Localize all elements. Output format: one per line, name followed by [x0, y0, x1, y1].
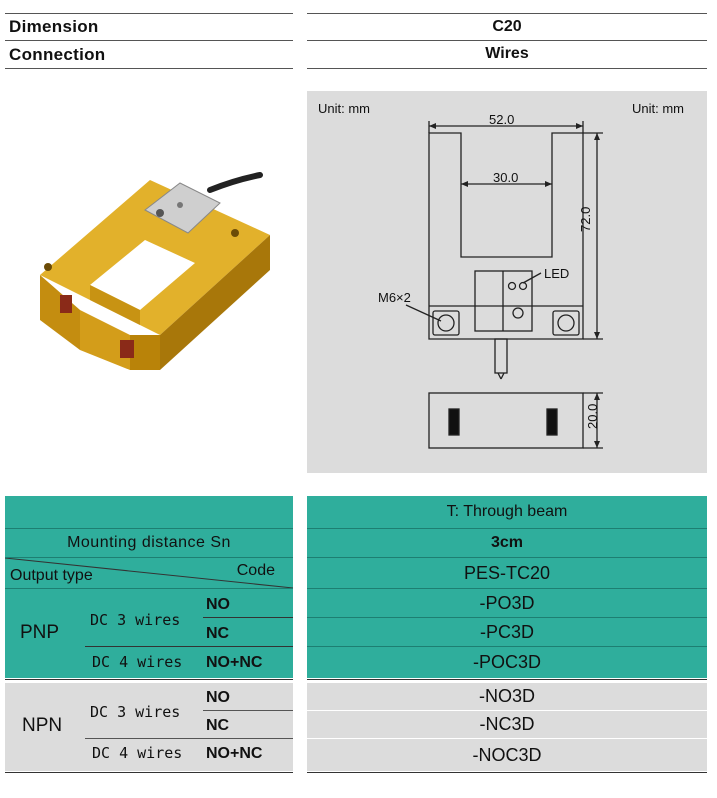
pnp-nonc-label: NO+NC [206, 654, 263, 671]
npn-nc-code: -NC3D [307, 711, 707, 738]
dimension-label: Dimension [9, 17, 99, 36]
divider [5, 528, 293, 529]
divider [5, 13, 293, 14]
dim-depth-label: 20.0 [585, 403, 600, 429]
npn-nonc-code: -NOC3D [307, 739, 707, 771]
dim-height-label: 72.0 [578, 206, 593, 232]
unit-label-left: Unit: mm [318, 101, 370, 116]
sensing-type: T: Through beam [307, 496, 707, 528]
divider [5, 557, 293, 558]
divider [5, 68, 293, 69]
model-base: PES-TC20 [307, 558, 707, 588]
mounting-distance-value: 3cm [307, 529, 707, 557]
divider [85, 646, 293, 647]
npn-nc-label: NC [206, 717, 230, 734]
divider [203, 617, 293, 618]
connection-value: Wires [485, 45, 529, 62]
pnp-nonc-code: -POC3D [307, 647, 707, 678]
product-photo [20, 135, 270, 395]
output-code-header [5, 558, 293, 588]
unit-label-right: Unit: mm [632, 101, 684, 116]
divider [307, 68, 707, 69]
emitter-window [60, 295, 72, 313]
divider [307, 528, 707, 529]
divider [307, 646, 707, 647]
npn-dc4-label: DC 4 wires [92, 744, 183, 762]
mounting-distance-label: Mounting distance Sn [5, 529, 293, 557]
output-type-label: Output type [10, 567, 93, 584]
divider [203, 710, 293, 711]
npn-label: NPN [22, 715, 63, 736]
dim-slot-label: 30.0 [493, 170, 519, 185]
divider [5, 772, 293, 773]
connection-label: Connection [9, 45, 106, 64]
pnp-no-code: -PO3D [307, 589, 707, 617]
npn-nonc-label: NO+NC [206, 745, 263, 762]
divider [307, 772, 707, 773]
npn-dc3-label: DC 3 wires [90, 703, 181, 721]
dim-width-label: 52.0 [489, 112, 515, 127]
divider [5, 588, 293, 589]
pnp-dc4-label: DC 4 wires [92, 653, 183, 671]
divider [5, 40, 293, 41]
dimension-value: C20 [492, 18, 522, 35]
table-header-blank [5, 496, 293, 528]
divider [85, 738, 293, 739]
pnp-nc-code: -PC3D [307, 618, 707, 646]
pnp-label: PNP [20, 622, 60, 643]
divider [307, 557, 707, 558]
led-label: LED [544, 266, 570, 281]
divider [307, 588, 707, 589]
divider [307, 738, 707, 739]
drawing-lines [307, 91, 707, 473]
divider [5, 679, 293, 680]
npn-no-label: NO [206, 689, 230, 706]
divider [307, 40, 707, 41]
pnp-no-label: NO [206, 596, 230, 613]
divider [307, 617, 707, 618]
divider [307, 679, 707, 680]
divider [307, 710, 707, 711]
npn-no-code: -NO3D [307, 683, 707, 710]
receiver-window [120, 340, 134, 358]
pnp-dc3-label: DC 3 wires [90, 611, 181, 629]
code-label: Code [236, 562, 275, 579]
divider [307, 13, 707, 14]
pnp-nc-label: NC [206, 625, 230, 642]
mount-hole-label: M6×2 [378, 290, 411, 305]
